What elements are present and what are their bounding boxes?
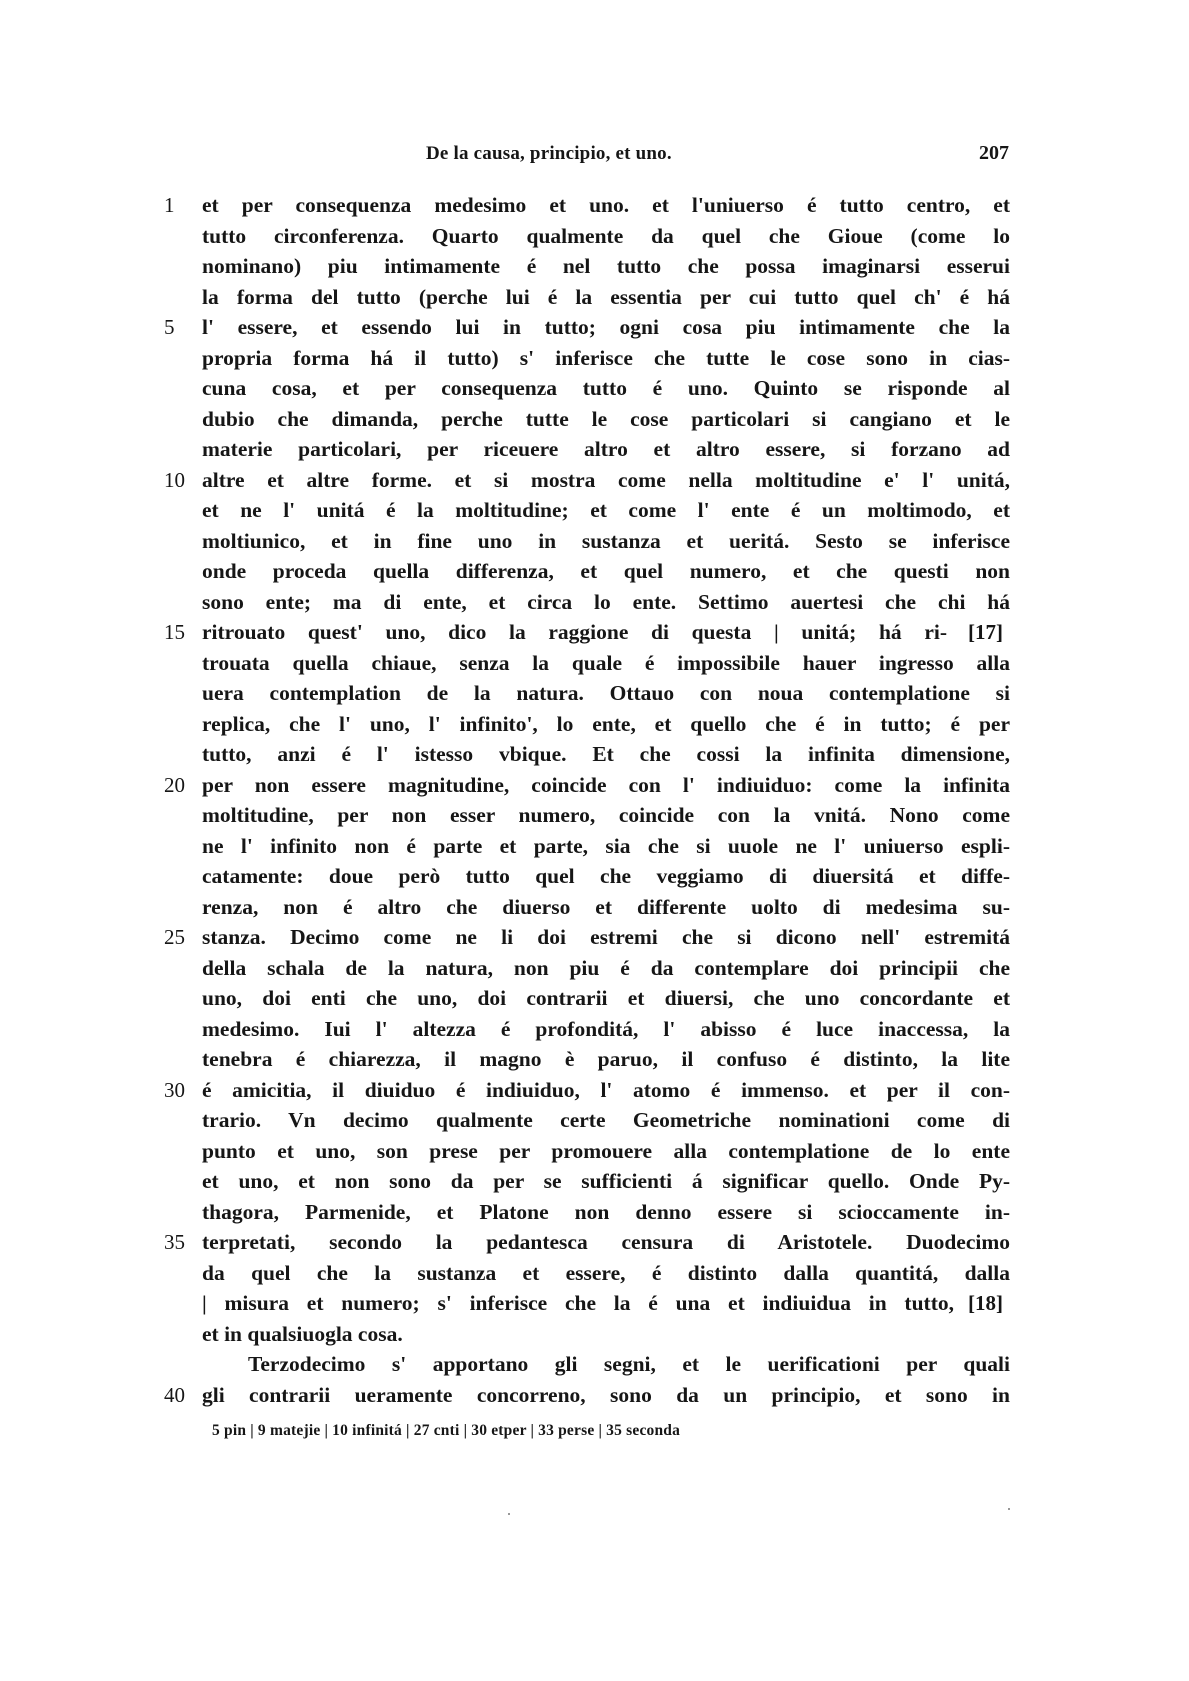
- line-text: altre et altre forme. et si mostra come nella moltitudine e' l' unitá,: [202, 467, 1010, 492]
- line-text: renza, non é altro che diuerso et differente uolto di medesima su-: [202, 894, 1010, 919]
- critical-apparatus: 5 pin | 9 matejie | 10 infinitá | 27 cnti | 30 etper | 33 perse | 35 seconda: [212, 1422, 681, 1439]
- line-text: ne l' infinito non é parte et parte, sia che si uuole ne l' uniuerso espli-: [202, 833, 1010, 858]
- text-line: [0, 282, 1189, 313]
- line-text: et uno, et non sono da per se sufficienti á significar quello. Onde Py-: [202, 1169, 1010, 1193]
- paper-speck: [508, 1513, 510, 1515]
- text-line: [0, 1197, 1189, 1228]
- text-line: [0, 861, 1189, 892]
- text-line: [0, 983, 1189, 1014]
- text-line: [0, 709, 1189, 740]
- text-line: [0, 953, 1189, 984]
- line-text: tenebra é chiarezza, il magno è paruo, il confuso é distinto, la lite: [202, 1047, 1010, 1071]
- text-line: [0, 587, 1189, 618]
- text-line: [0, 739, 1189, 770]
- text-line: [0, 373, 1189, 404]
- line-number: 30: [164, 1077, 185, 1102]
- line-text: tutto, anzi é l' istesso vbique. Et che cossi la infinita dimensione,: [202, 742, 1010, 766]
- line-text: thagora, Parmenide, et Platone non denno essere si scioccamente in-: [202, 1199, 1010, 1224]
- text-line: [0, 1014, 1189, 1045]
- text-line: [0, 770, 1189, 801]
- line-text: Terzodecimo s' apportano gli segni, et le uerificationi per quali: [248, 1352, 1010, 1376]
- line-text: replica, che l' uno, l' infinito', lo ente, et quello che é in tutto; é per: [202, 711, 1010, 736]
- line-text: punto et uno, son prese per promouere alla contemplatione de lo ente: [202, 1138, 1010, 1163]
- text-line: [0, 922, 1189, 953]
- line-text: et per consequenza medesimo et uno. et l'uniuerso é tutto centro, et: [202, 193, 1010, 217]
- line-text: é amicitia, il diuiduo é indiuiduo, l' atomo é immenso. et per il con-: [202, 1077, 1010, 1102]
- line-text: uno, doi enti che uno, doi contrarii et diuersi, che uno concordante et: [202, 986, 1010, 1010]
- line-text: terpretati, secondo la pedantesca censura di Aristotele. Duodecimo: [202, 1230, 1010, 1254]
- line-number: 5: [164, 315, 175, 339]
- text-line: [0, 1288, 1189, 1319]
- text-line: [0, 526, 1189, 557]
- text-line: [0, 678, 1189, 709]
- line-text: l' essere, et essendo lui in tutto; ogni cosa piu intimamente che la: [202, 315, 1010, 339]
- line-text: per non essere magnitudine, coincide con l' indiuiduo: come la infinita: [202, 772, 1010, 797]
- text-line: [0, 1349, 1189, 1380]
- line-number: 25: [164, 925, 185, 949]
- line-text: gli contrarii ueramente concorreno, sono da un principio, et sono in: [202, 1382, 1010, 1407]
- text-line: [0, 1319, 1189, 1350]
- line-number: 15: [164, 620, 185, 644]
- line-text: propria forma há il tutto) s' inferisce che tutte le cose sono in cias-: [202, 345, 1010, 370]
- text-line: [0, 465, 1189, 496]
- line-number: 20: [164, 772, 185, 797]
- line-text: medesimo. Iui l' altezza é profonditá, l' abisso é luce inaccessa, la: [202, 1016, 1010, 1041]
- paper-speck: [1008, 1508, 1010, 1510]
- text-line: [0, 1044, 1189, 1075]
- page-reference-marker: [17]: [968, 620, 1003, 644]
- text-line: [0, 251, 1189, 282]
- text-line: [0, 1136, 1189, 1167]
- text-line: [0, 1258, 1189, 1289]
- body-text: [0, 190, 1189, 1410]
- page-reference-marker: [18]: [968, 1291, 1003, 1315]
- line-text: sono ente; ma di ente, et circa lo ente. Settimo auertesi che chi há: [202, 589, 1010, 614]
- line-text: uera contemplation de la natura. Ottauo con noua contemplatione si: [202, 681, 1010, 705]
- running-head: De la causa, principio, et uno.: [426, 143, 672, 164]
- text-line: [0, 312, 1189, 343]
- line-text: trario. Vn decimo qualmente certe Geometriche nominationi come di: [202, 1108, 1010, 1132]
- text-line: [0, 1227, 1189, 1258]
- line-text: catamente: doue però tutto quel che veggiamo di diuersitá et diffe-: [202, 864, 1010, 888]
- text-line: [0, 404, 1189, 435]
- page-number: 207: [979, 142, 1009, 164]
- line-text: nominano) piu intimamente é nel tutto che possa imaginarsi esserui: [202, 254, 1010, 278]
- text-line: [0, 800, 1189, 831]
- text-line: [0, 831, 1189, 862]
- text-line: [0, 221, 1189, 252]
- line-text: | misura et numero; s' inferisce che la é una et indiuidua in tutto,: [202, 1291, 954, 1315]
- text-line: [0, 617, 1189, 648]
- line-number: 10: [164, 467, 185, 492]
- text-line: [0, 892, 1189, 923]
- line-number: 40: [164, 1382, 185, 1407]
- line-text: cuna cosa, et per consequenza tutto é uno. Quinto se risponde al: [202, 376, 1010, 400]
- line-text: ritrouato quest' uno, dico la raggione di questa | unitá; há ri-: [202, 620, 947, 644]
- text-line: [0, 495, 1189, 526]
- text-line: [0, 1380, 1189, 1411]
- line-text: moltiunico, et in fine uno in sustanza et ueritá. Sesto se inferisce: [202, 528, 1010, 553]
- line-text: materie particolari, per riceuere altro et altro essere, si forzano ad: [202, 437, 1010, 461]
- line-text: dubio che dimanda, perche tutte le cose particolari si cangiano et le: [202, 406, 1010, 431]
- text-line: [0, 343, 1189, 374]
- line-text: onde proceda quella differenza, et quel numero, et che questi non: [202, 559, 1010, 583]
- line-text: et ne l' unitá é la moltitudine; et come l' ente é un moltimodo, et: [202, 498, 1010, 522]
- text-line: [0, 648, 1189, 679]
- text-line: [0, 556, 1189, 587]
- line-text: tutto circonferenza. Quarto qualmente da quel che Gioue (come lo: [202, 223, 1010, 248]
- line-text: moltitudine, per non esser numero, coincide con la vnitá. Nono come: [202, 803, 1010, 827]
- text-line: [0, 434, 1189, 465]
- text-line: [0, 1105, 1189, 1136]
- text-line: [0, 1075, 1189, 1106]
- line-number: 1: [164, 193, 175, 217]
- line-text: da quel che la sustanza et essere, é distinto dalla quantitá, dalla: [202, 1260, 1010, 1285]
- line-text: della schala de la natura, non piu é da contemplare doi principii che: [202, 955, 1010, 980]
- text-line: [0, 1166, 1189, 1197]
- line-text: et in qualsiuogla cosa.: [202, 1321, 403, 1346]
- line-text: trouata quella chiaue, senza la quale é impossibile hauer ingresso alla: [202, 650, 1010, 675]
- text-line: [0, 190, 1189, 221]
- line-text: la forma del tutto (perche lui é la essentia per cui tutto quel ch' é há: [202, 284, 1010, 309]
- line-number: 35: [164, 1230, 185, 1254]
- line-text: stanza. Decimo come ne li doi estremi che si dicono nell' estremitá: [202, 925, 1010, 949]
